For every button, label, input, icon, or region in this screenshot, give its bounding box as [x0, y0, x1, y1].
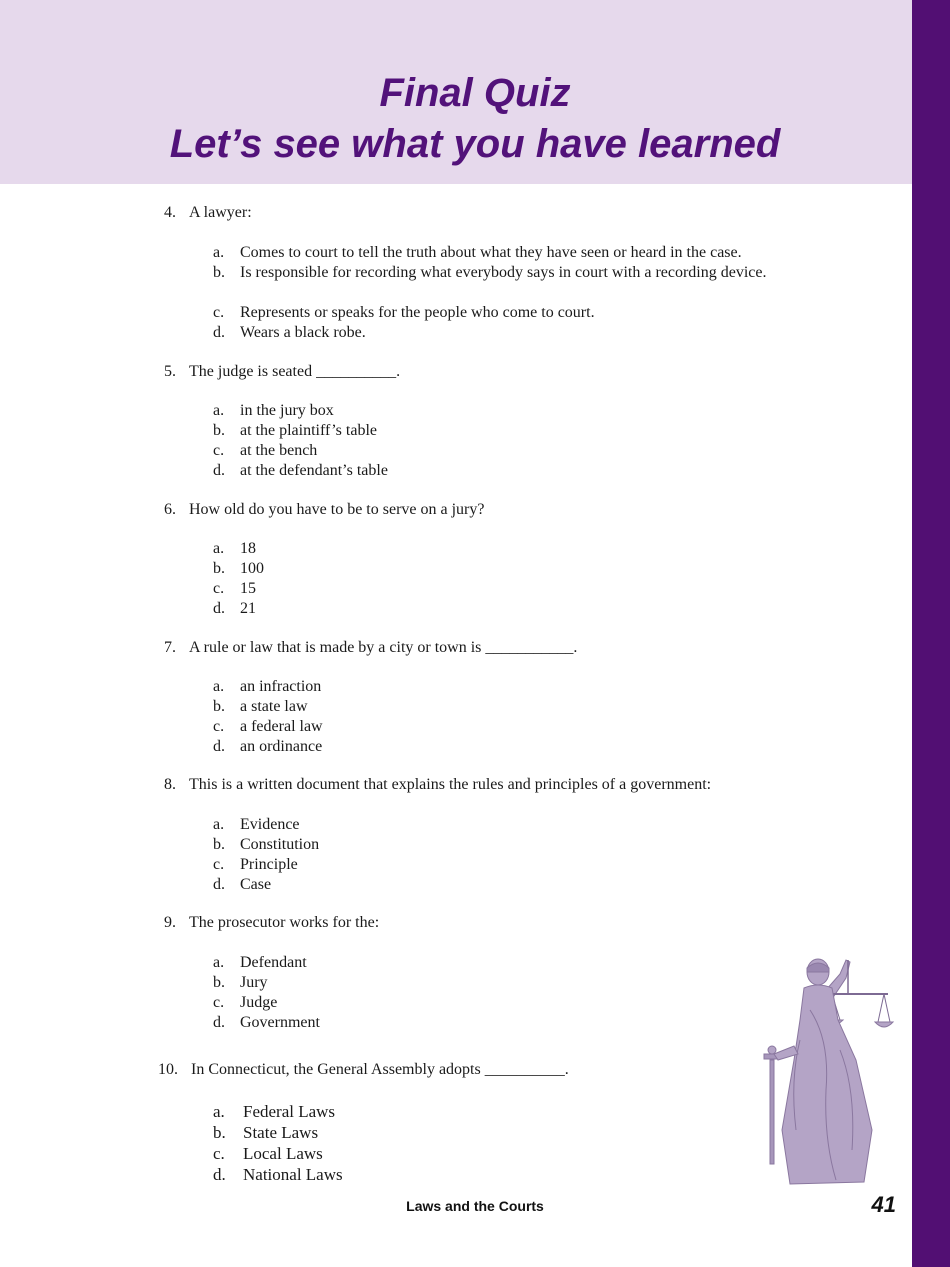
- option-text: in the jury box: [240, 402, 334, 419]
- option-text: a federal law: [240, 718, 323, 735]
- option-text: Evidence: [240, 816, 300, 833]
- option-letter: a.: [213, 816, 225, 833]
- option-letter: b.: [213, 974, 225, 991]
- page-number: 41: [871, 1192, 896, 1217]
- option-text: Local Laws: [243, 1144, 323, 1163]
- option-text: National Laws: [243, 1165, 343, 1184]
- option-letter: b.: [213, 836, 225, 853]
- option-text: Jury: [240, 974, 268, 991]
- option-text: Federal Laws: [243, 1102, 336, 1121]
- page-subtitle: Let’s see what you have learned: [169, 122, 781, 166]
- option-text: Principle: [240, 856, 298, 873]
- option-letter: c.: [213, 442, 225, 459]
- option-text: Case: [240, 876, 272, 893]
- option-letter: c.: [213, 1144, 225, 1163]
- option-text: Wears a black robe.: [240, 324, 366, 341]
- question-text: The judge is seated __________.: [189, 363, 401, 380]
- question-text: A lawyer:: [189, 204, 252, 221]
- option-letter: b.: [213, 422, 225, 439]
- option-text: an infraction: [240, 678, 322, 695]
- question-number: 7.: [164, 639, 176, 656]
- option-text: Represents or speaks for the people who come to court.: [240, 304, 595, 321]
- option-letter: c.: [213, 580, 225, 597]
- option-text: Is responsible for recording what everybody says in court with a recording device.: [240, 264, 767, 281]
- lady-justice-icon: [760, 950, 900, 1190]
- side-color-bar: [912, 0, 950, 1267]
- option-letter: b.: [213, 560, 225, 577]
- option-text: at the plaintiff’s table: [240, 422, 377, 439]
- option-letter: c.: [213, 994, 225, 1011]
- question-text: A rule or law that is made by a city or town is ___________.: [189, 639, 578, 656]
- option-letter: c.: [213, 304, 225, 321]
- question-number: 9.: [164, 914, 176, 931]
- option-text: 15: [240, 580, 256, 597]
- option-text: State Laws: [243, 1123, 319, 1142]
- option-text: Judge: [240, 994, 278, 1011]
- option-text: Comes to court to tell the truth about what they have seen or heard in the case.: [240, 244, 742, 261]
- option-letter: c.: [213, 856, 225, 873]
- option-text: 18: [240, 540, 256, 557]
- option-letter: b.: [213, 1123, 226, 1142]
- option-text: at the defendant’s table: [240, 462, 388, 479]
- question-number: 5.: [164, 363, 176, 380]
- option-letter: d.: [213, 324, 225, 341]
- question-number: 8.: [164, 776, 176, 793]
- option-letter: c.: [213, 718, 225, 735]
- option-letter: a.: [213, 678, 225, 695]
- option-text: Defendant: [240, 954, 307, 971]
- option-text: 100: [240, 560, 264, 577]
- footer-book-title: Laws and the Courts: [406, 1198, 544, 1214]
- option-letter: d.: [213, 462, 225, 479]
- option-letter: d.: [213, 600, 225, 617]
- option-letter: b.: [213, 264, 225, 281]
- option-text: Constitution: [240, 836, 320, 853]
- question-number: 4.: [164, 204, 176, 221]
- option-letter: d.: [213, 738, 225, 755]
- option-text: a state law: [240, 698, 308, 715]
- option-letter: d.: [213, 1165, 226, 1184]
- option-letter: b.: [213, 698, 225, 715]
- option-text: 21: [240, 600, 256, 617]
- option-letter: a.: [213, 540, 225, 557]
- question-text: The prosecutor works for the:: [189, 914, 380, 931]
- question-number: 6.: [164, 501, 176, 518]
- option-letter: d.: [213, 876, 225, 893]
- option-letter: a.: [213, 1102, 225, 1121]
- option-letter: a.: [213, 402, 225, 419]
- option-letter: a.: [213, 244, 225, 261]
- option-text: an ordinance: [240, 738, 323, 755]
- question-text: How old do you have to be to serve on a jury?: [189, 501, 485, 518]
- question-number: 10.: [158, 1061, 178, 1078]
- question-text: This is a written document that explains the rules and principles of a government:: [189, 776, 712, 793]
- option-letter: d.: [213, 1014, 225, 1031]
- option-text: at the bench: [240, 442, 318, 459]
- option-letter: a.: [213, 954, 225, 971]
- page-title: Final Quiz: [379, 71, 571, 115]
- question-text: In Connecticut, the General Assembly adopts __________.: [191, 1061, 569, 1078]
- option-text: Government: [240, 1014, 320, 1031]
